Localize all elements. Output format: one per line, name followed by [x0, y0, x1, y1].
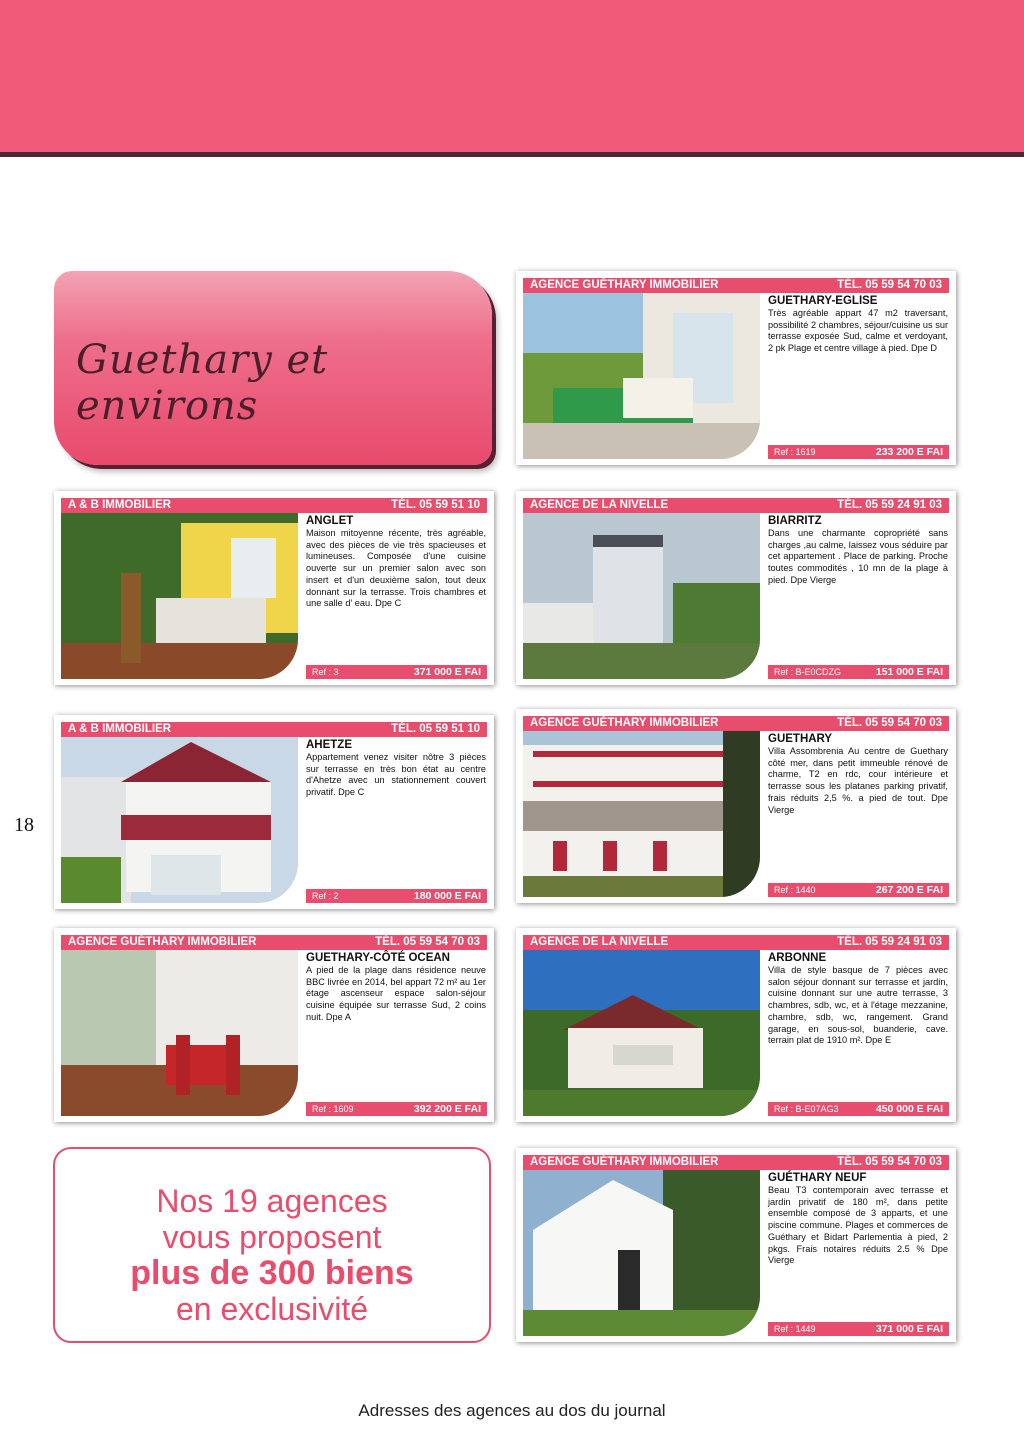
- listing-header: [523, 498, 949, 513]
- listing-price: 180 000 E FAI: [413, 890, 481, 902]
- agency-name: A & B IMMOBILIER: [68, 723, 172, 735]
- promo-box: [53, 1147, 491, 1343]
- listing-price: 267 200 E FAI: [875, 884, 943, 896]
- agency-name: AGENCE DE LA NIVELLE: [530, 936, 669, 948]
- listing-photo: [523, 950, 760, 1116]
- promo-line-3: plus de 300 biens: [130, 1254, 414, 1292]
- listing-title: GUETHARY-EGLISE: [768, 295, 878, 307]
- agency-name: AGENCE GUÉTHARY IMMOBILIER: [68, 936, 257, 948]
- listing-ref: Ref : 3: [312, 667, 339, 677]
- listing-footer: [768, 1322, 949, 1336]
- listing-description: Dans une charmante copropriété sans charges ,au calme, laissez vous séduire par cet appartement . Place de parking. Proche toutes commodités , 10 mn de la plage à pied. Dpe Vierge: [768, 528, 948, 585]
- listing-description: Villa Assombrenia Au centre de Guethary côté mer, dans petit immeuble rénové de charme, T2 en rdc, cour intérieure et terrasse sous les platanes parking privatif, frais réduits 2,5 %. a pied de tout. Dpe Vierge: [768, 746, 948, 815]
- agency-name: AGENCE DE LA NIVELLE: [530, 499, 669, 511]
- listing-ref: Ref : B-E0CDZG: [774, 667, 842, 677]
- listing-description: Très agréable appart 47 m2 traversant, possibilité 2 chambres, séjour/cuisine us sur terrasse exposée Sud, calme et verdoyant, 2 pk Plage et centre village à pied. Dpe D: [768, 308, 948, 354]
- listing-ref: Ref : 1449: [774, 1324, 816, 1334]
- listing-card-guethary-cote-ocean[interactable]: [54, 928, 494, 1122]
- listing-card-arbonne[interactable]: [516, 928, 956, 1122]
- page-number: 18: [14, 814, 34, 836]
- listing-photo: [61, 950, 298, 1116]
- listing-price: 151 000 E FAI: [875, 666, 943, 678]
- listing-header: [523, 278, 949, 293]
- listing-card-biarritz[interactable]: [516, 491, 956, 685]
- listing-ref: Ref : B-E07AG3: [774, 1104, 839, 1114]
- listing-price: 371 000 E FAI: [413, 666, 481, 678]
- listing-footer: [306, 1102, 487, 1116]
- listing-footer: [768, 445, 949, 459]
- listing-ref: Ref : 2: [312, 891, 339, 901]
- section-title: Guethary et environs: [76, 337, 329, 429]
- listing-header: [523, 1155, 949, 1170]
- agency-phone: TÉL. 05 59 51 10: [391, 499, 480, 511]
- agency-name: AGENCE GUÉTHARY IMMOBILIER: [530, 1156, 719, 1168]
- listing-price: 233 200 E FAI: [875, 446, 943, 458]
- listing-photo: [61, 513, 298, 679]
- listing-header: [523, 935, 949, 950]
- listing-ref: Ref : 1619: [774, 447, 816, 457]
- agency-phone: TÉL. 05 59 54 70 03: [837, 279, 942, 291]
- listing-title: BIARRITZ: [768, 515, 822, 527]
- listing-info: [306, 515, 486, 610]
- listing-price: 371 000 E FAI: [875, 1323, 943, 1335]
- listing-header: [61, 935, 487, 950]
- listing-ref: Ref : 1609: [312, 1104, 354, 1114]
- listing-title: GUETHARY-CÔTÉ OCEAN: [306, 952, 450, 964]
- promo-line-2: vous proposent: [162, 1219, 382, 1255]
- listing-description: A pied de la plage dans résidence neuve BBC livrée en 2014, bel appart 72 m² au 1er étage ascenseur espace salon-séjour cuisine équipée sur terrasse Sud, 2 coins nuit. Dpe A: [306, 965, 486, 1022]
- promo-line-4: en exclusivité: [175, 1291, 369, 1327]
- listing-title: ARBONNE: [768, 952, 827, 964]
- listing-footer: [306, 889, 487, 903]
- listing-footer: [768, 665, 949, 679]
- agency-name: AGENCE GUÉTHARY IMMOBILIER: [530, 279, 719, 291]
- listing-photo: [523, 293, 760, 459]
- listing-photo: [523, 731, 760, 897]
- listing-title: GUÉTHARY NEUF: [768, 1172, 867, 1184]
- listing-description: Beau T3 contemporain avec terrasse et jardin privatif de 180 m², dans petite ensemble composé de 3 apparts, et une piscine commune. Plages et commerces de Guéthary et Bidart Parlementia à pied, 2 pkgs. Frais notaires réduits 2.5 % Dpe Vierge: [768, 1185, 948, 1266]
- header-band: [0, 0, 1024, 157]
- listing-info: [768, 1172, 948, 1267]
- listing-info: [768, 733, 948, 816]
- listing-description: Villa de style basque de 7 pièces avec salon séjour donnant sur terrasse et jardin, cuisine donnant sur une autre terrasse, 3 chambres, sdb, wc, et à l'étage mezzanine, chambre, sdb, wc, rangement. Grand garage, en sous-sol, buanderie, cave. terrain plat de 1910 m². Dpe E: [768, 965, 948, 1046]
- listing-info: [768, 952, 948, 1047]
- listing-price: 450 000 E FAI: [875, 1103, 943, 1115]
- listing-card-anglet[interactable]: [54, 491, 494, 685]
- listing-header: [61, 722, 487, 737]
- listing-info: [768, 515, 948, 587]
- listing-title: GUETHARY: [768, 733, 833, 745]
- listing-title: ANGLET: [306, 515, 354, 527]
- listing-price: 392 200 E FAI: [413, 1103, 481, 1115]
- footer-note: Adresses des agences au dos du journal: [358, 1401, 666, 1420]
- listing-info: [768, 295, 948, 355]
- agency-phone: TÉL. 05 59 54 70 03: [837, 1156, 942, 1168]
- agency-name: AGENCE GUÉTHARY IMMOBILIER: [530, 717, 719, 729]
- section-title-tab: [54, 271, 492, 465]
- listing-info: [306, 952, 486, 1024]
- listing-ref: Ref : 1440: [774, 885, 816, 895]
- promo-line-1: Nos 19 agences: [156, 1183, 388, 1219]
- listing-title: AHETZE: [306, 739, 352, 751]
- listing-card-guethary[interactable]: [516, 709, 956, 903]
- listing-footer: [768, 883, 949, 897]
- listing-header: [523, 716, 949, 731]
- agency-phone: TÉL. 05 59 24 91 03: [837, 936, 942, 948]
- listing-card-ahetze[interactable]: [54, 715, 494, 909]
- agency-phone: TÉL. 05 59 51 10: [391, 723, 480, 735]
- listing-footer: [306, 665, 487, 679]
- listing-footer: [768, 1102, 949, 1116]
- agency-phone: TÉL. 05 59 54 70 03: [837, 717, 942, 729]
- listing-card-guethary-neuf[interactable]: [516, 1148, 956, 1342]
- listing-description: Appartement venez visiter nôtre 3 pièces sur terrasse en très bon état au centre d'Ahetze avec un stationnement couvert privatif. Dpe C: [306, 752, 486, 798]
- listing-photo: [61, 737, 298, 903]
- agency-phone: TÉL. 05 59 54 70 03: [375, 936, 480, 948]
- agency-phone: TÉL. 05 59 24 91 03: [837, 499, 942, 511]
- agency-name: A & B IMMOBILIER: [68, 499, 172, 511]
- listing-info: [306, 739, 486, 799]
- listing-description: Maison mitoyenne récente, très agréable, avec des pièces de vie très spacieuses et lumineuses. Composée d'une cuisine ouverte sur un premier salon avec son insert et d'un deuxième salon, tout deux donnant sur la terrasse. Trois chambres et une salle d' eau. Dpe C: [306, 528, 486, 609]
- listing-header: [61, 498, 487, 513]
- listing-photo: [523, 513, 760, 679]
- listing-photo: [523, 1170, 760, 1336]
- listing-card-guethary-eglise[interactable]: [516, 271, 956, 465]
